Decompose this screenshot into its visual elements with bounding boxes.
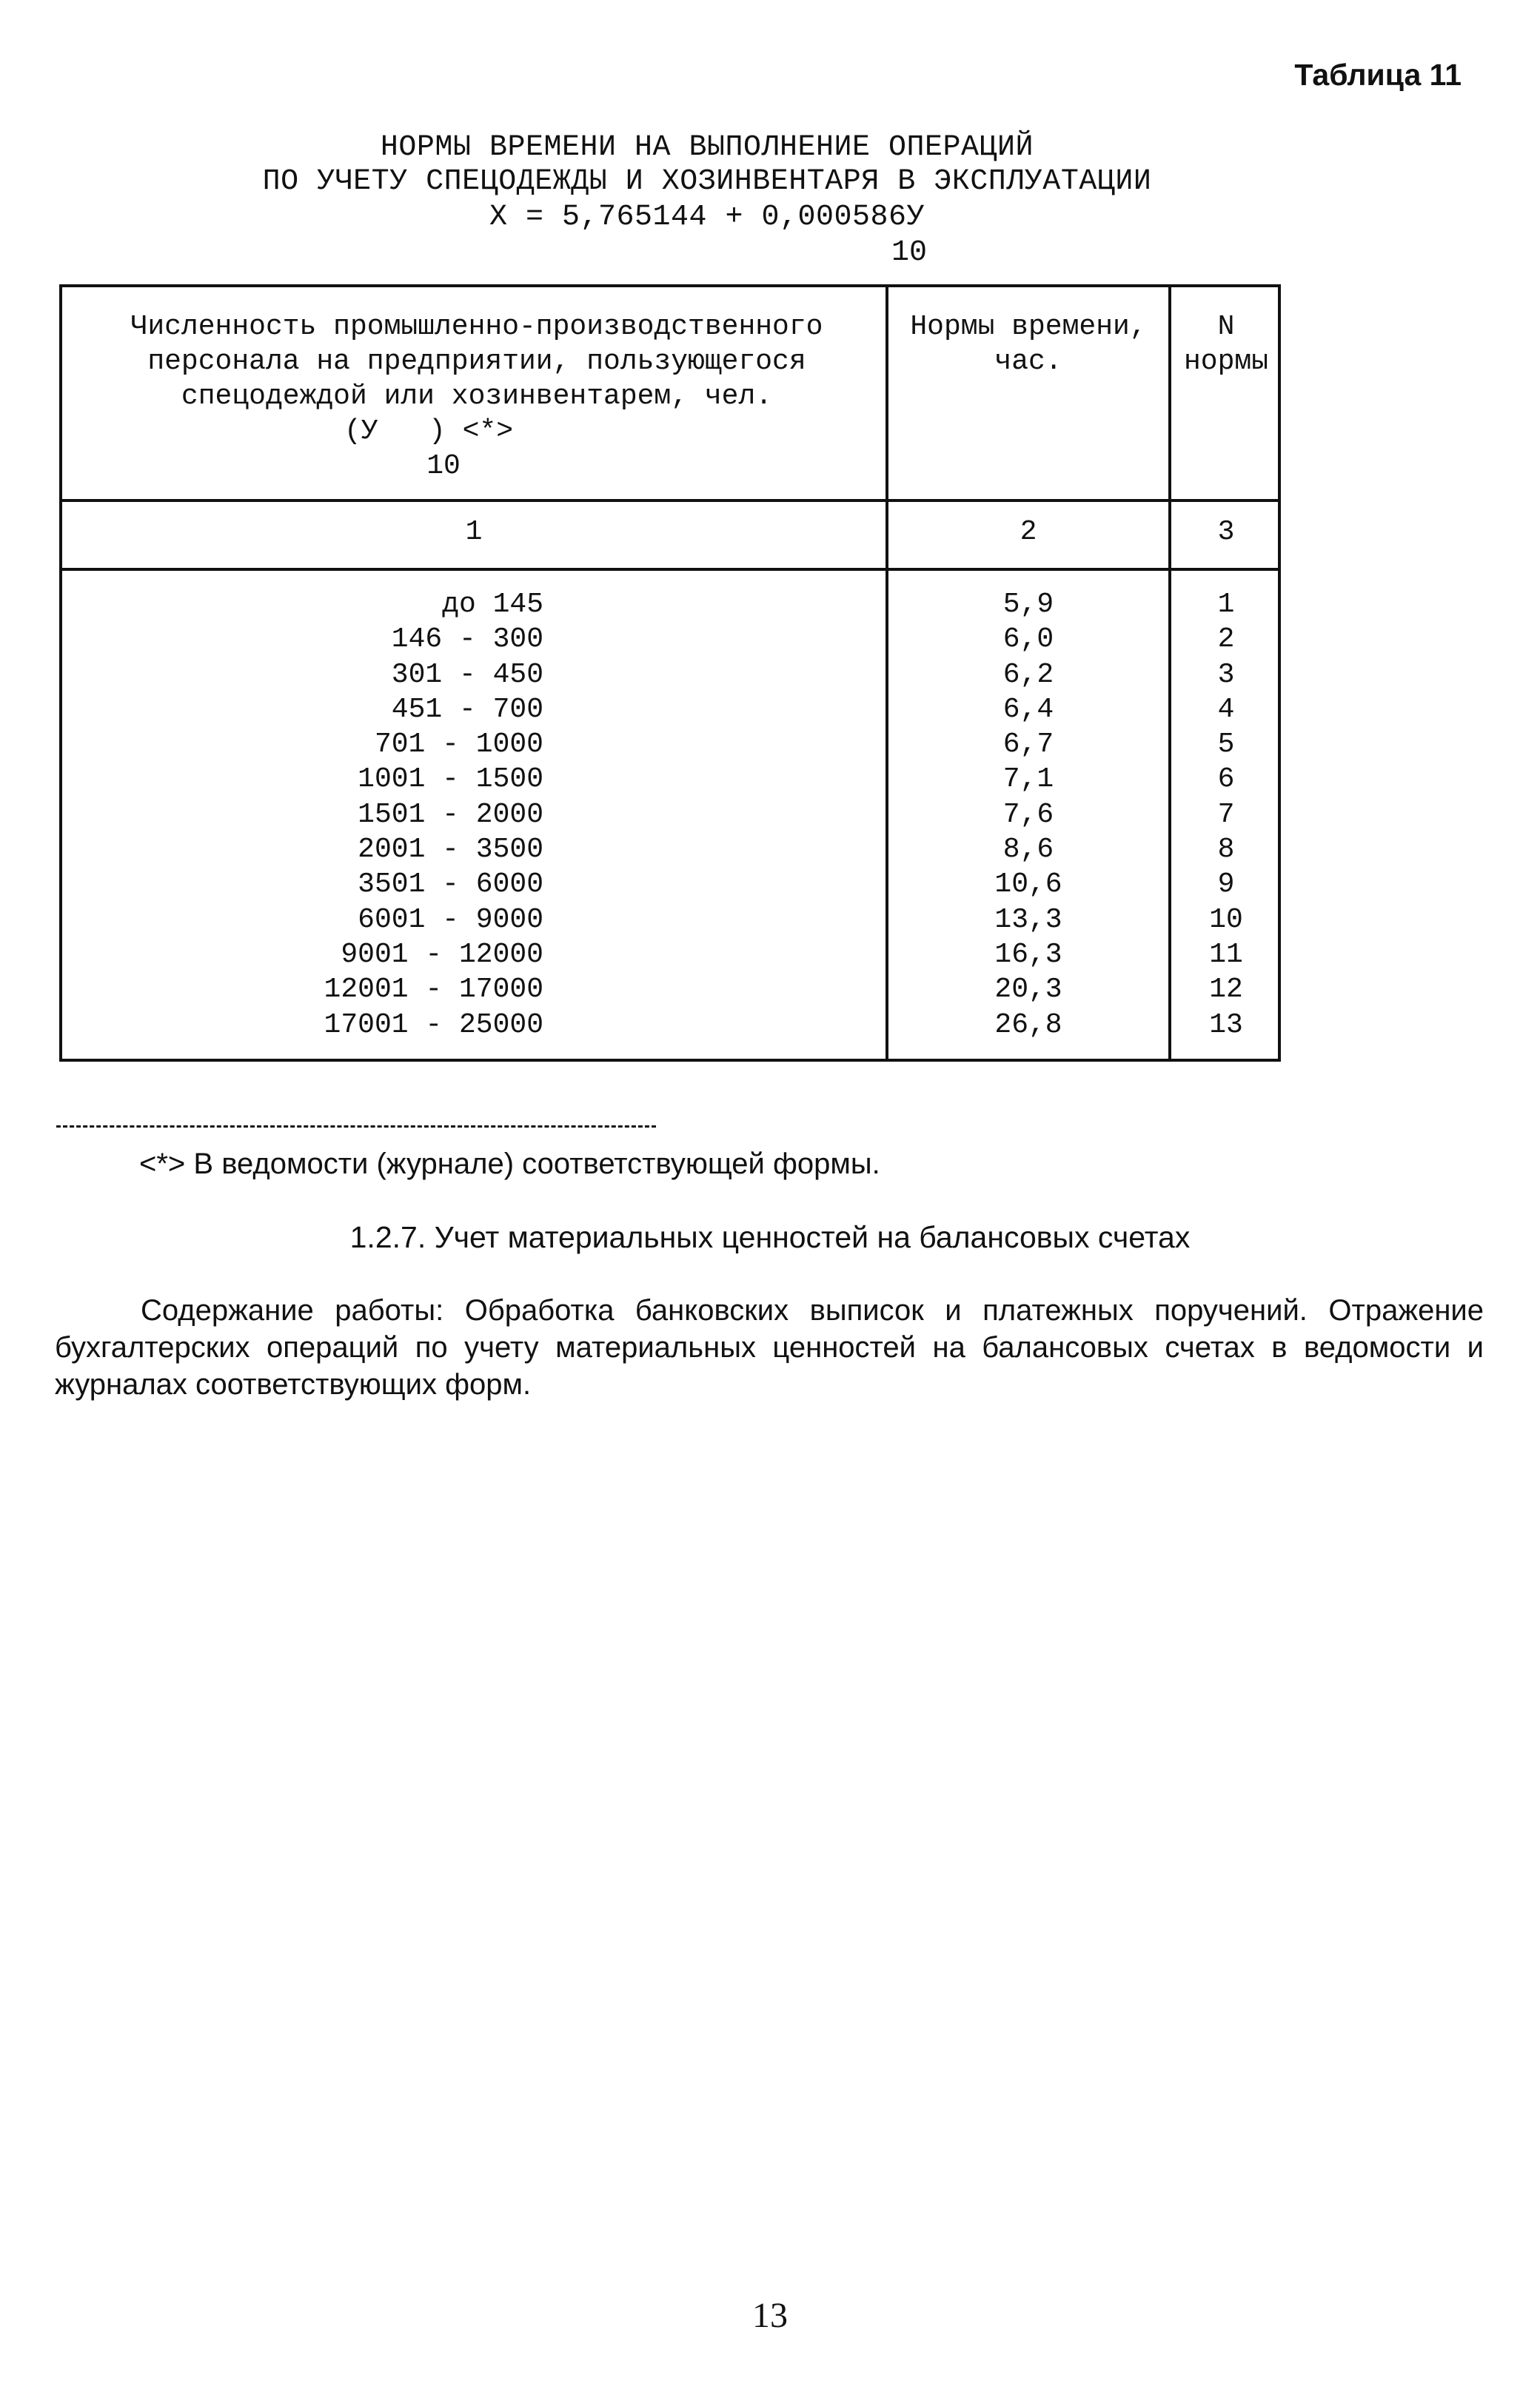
table-title-formula-subscript: 10 (891, 236, 928, 269)
table-row-time: 7,1 (1002, 763, 1054, 796)
table-header-divider (62, 499, 1278, 502)
header-norm-number (1171, 309, 1281, 379)
column-number: 2 (1020, 516, 1037, 548)
range-value: 146 - 300 (391, 623, 543, 656)
table-row-time: 6,7 (1002, 729, 1054, 761)
table-row-norm-number: 3 (1217, 658, 1235, 691)
range-value: 701 - 1000 (374, 729, 543, 761)
table-row-time: 7,6 (1002, 798, 1054, 831)
table-row-norm-number: 8 (1217, 834, 1235, 866)
column-number: 1 (465, 516, 483, 548)
table-row-norm-number: 5 (1217, 729, 1235, 761)
table-row-time: 13,3 (994, 903, 1062, 936)
column-number: 3 (1217, 516, 1235, 548)
table-row-range (307, 692, 543, 727)
table-row-time: 5,9 (1002, 589, 1054, 620)
table-row-time: 8,6 (1002, 834, 1054, 866)
section-heading: 1.2.7. Учет материальных ценностей на балансовых счетах (349, 1220, 1191, 1254)
norms-table (59, 284, 1281, 1062)
header-time-norm-line: час. (994, 346, 1062, 378)
table-row-range (307, 587, 543, 622)
table-row-range (307, 797, 543, 832)
table-row-time: 26,8 (994, 1008, 1062, 1041)
norm-number-column (1171, 587, 1281, 1042)
table-title-line-2: ПО УЧЕТУ СПЕЦОДЕЖДЫ И ХОЗИНВЕНТАРЯ В ЭКСПЛУАТАЦИИ (262, 165, 1152, 198)
table-row-norm-number: 7 (1217, 798, 1235, 831)
header-norm-number-line: N (1217, 311, 1235, 343)
table-row-range (307, 762, 543, 797)
table-label: Таблица 11 (1294, 58, 1462, 92)
table-row-time: 20,3 (994, 974, 1062, 1006)
range-value: 6001 - 9000 (358, 903, 543, 936)
footnote-separator (56, 1125, 656, 1128)
content-paragraph: Содержание работы: Обработка банковских выписок и платежных поручений. Отражение бухгалтерских операций по учету материальных ценностей на балансовых счетах в ведомости и журналах соответствующих форм. (55, 1294, 1484, 1401)
range-value: 9001 - 12000 (341, 938, 543, 971)
header-staff-count (70, 309, 884, 483)
header-staff-count-variable: (У ) <*> (344, 415, 514, 447)
staff-range-column (307, 587, 677, 1042)
table-row-time: 6,0 (1002, 623, 1054, 656)
table-row-range (307, 622, 543, 657)
footnote: <*> В ведомости (журнале) соответствующей формы. (139, 1148, 880, 1180)
range-value: 2001 - 3500 (358, 834, 543, 866)
header-staff-count-subscript: 10 (426, 450, 461, 482)
time-norm-column (888, 587, 1168, 1042)
page-number: 13 (752, 2296, 788, 2335)
table-row-range (307, 903, 543, 937)
table-row-time: 10,6 (994, 868, 1062, 901)
range-value: до 145 (442, 589, 543, 620)
table-row-range (307, 867, 543, 902)
table-row-range (307, 657, 543, 692)
table-row-norm-number: 6 (1217, 763, 1235, 796)
table-row-norm-number: 12 (1209, 974, 1243, 1006)
range-value: 12001 - 17000 (324, 974, 543, 1006)
table-title-line-1: НОРМЫ ВРЕМЕНИ НА ВЫПОЛНЕНИЕ ОПЕРАЦИЙ (380, 131, 1034, 164)
table-row-time: 6,4 (1002, 693, 1054, 726)
range-value: 3501 - 6000 (358, 868, 543, 901)
table-row-norm-number: 11 (1209, 938, 1243, 971)
table-row-time: 16,3 (994, 938, 1062, 971)
range-value: 451 - 700 (391, 693, 543, 726)
range-value: 17001 - 25000 (324, 1008, 543, 1041)
table-row-range (307, 972, 543, 1007)
table-row-range (307, 832, 543, 867)
table-row-norm-number: 9 (1217, 868, 1235, 901)
table-header-divider (62, 568, 1278, 571)
range-value: 1001 - 1500 (358, 763, 543, 796)
header-time-norm-line: Нормы времени, (910, 311, 1147, 343)
table-row-time: 6,2 (1002, 658, 1054, 691)
header-staff-count-line: персонала на предприятии, пользующегося (147, 346, 806, 378)
table-row-range (307, 1008, 543, 1042)
header-time-norm (888, 309, 1168, 379)
table-row-range (307, 727, 543, 762)
table-row-range (307, 937, 543, 972)
header-norm-number-line: нормы (1183, 346, 1269, 378)
table-title-formula: X = 5,765144 + 0,000586У (489, 201, 925, 234)
table-row-norm-number: 1 (1217, 589, 1235, 620)
range-value: 1501 - 2000 (358, 798, 543, 831)
header-staff-count-line: спецодеждой или хозинвентарем, чел. (181, 381, 773, 412)
range-value: 301 - 450 (391, 658, 543, 691)
table-row-norm-number: 2 (1217, 623, 1235, 656)
header-staff-count-line: Численность промышленно-производственного (130, 311, 823, 343)
table-row-norm-number: 4 (1217, 693, 1235, 726)
table-row-norm-number: 10 (1209, 903, 1243, 936)
table-row-norm-number: 13 (1209, 1008, 1243, 1041)
